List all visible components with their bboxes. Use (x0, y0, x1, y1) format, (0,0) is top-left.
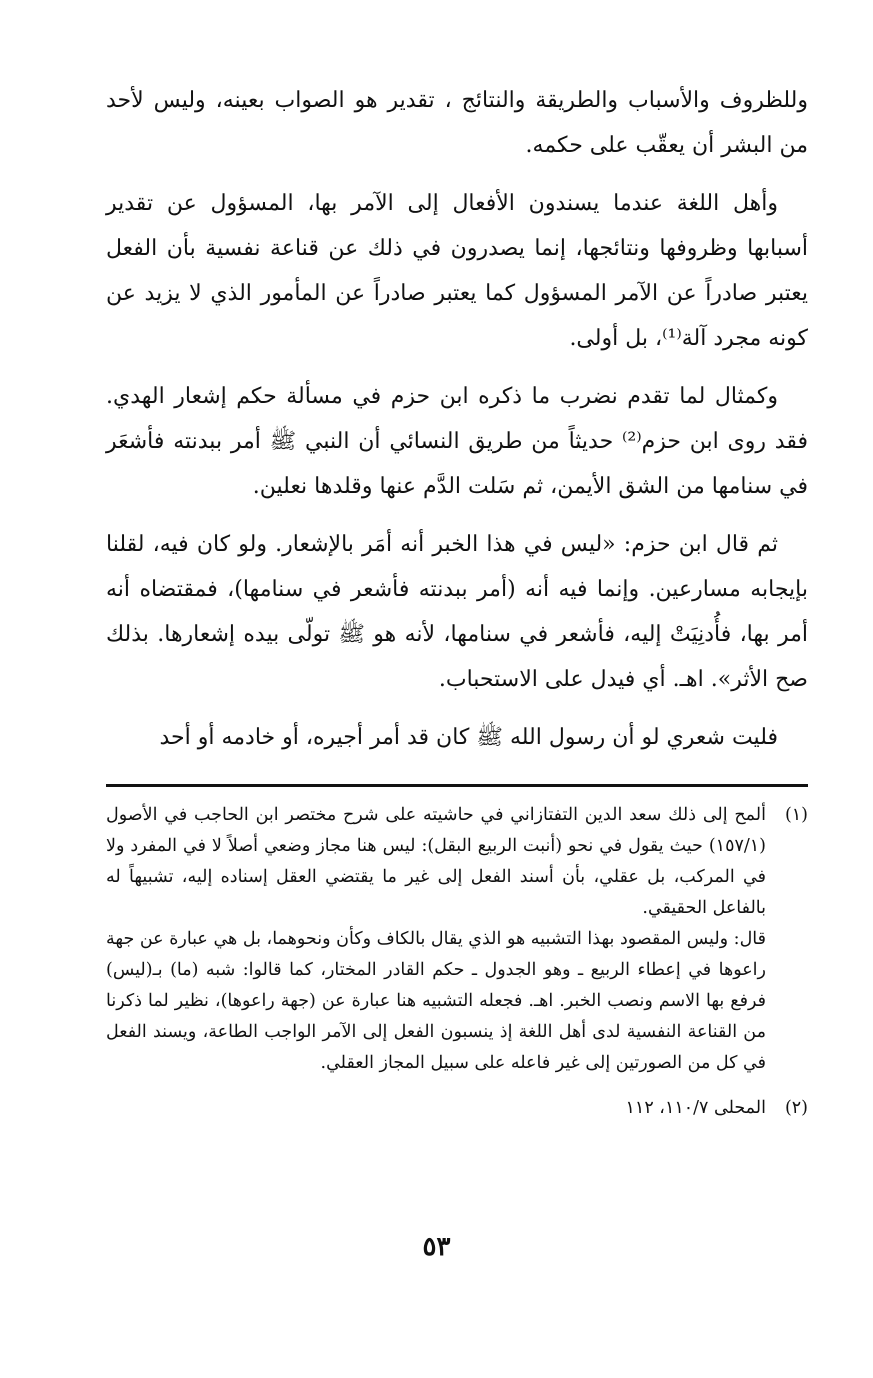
footnote-paragraph: المحلى ١١٠/٧، ١١٢ (625, 1098, 766, 1118)
footnote-separator (106, 784, 808, 787)
main-paragraph: وكمثال لما تقدم نضرب ما ذكره ابن حزم في مسألة حكم إشعار الهدي. فقد روى ابن حزم⁽²⁾ حديثاً من طريق النسائي أن النبي ﷺ أمر ببدنته فأشعَر في سنامها من الشق الأيمن، ثم سَلت الدَّم عنها وقلدها نعلين. (106, 384, 808, 499)
main-paragraph: وأهل اللغة عندما يسندون الأفعال إلى الآمر بها، المسؤول عن تقدير أسبابها وظروفها ونتائجها، إنما يصدرون في ذلك عن قناعة نفسية بأن الفعل يعتبر صادراً عن الآمر المسؤول كما يعتبر صادراً عن المأمور الذي لا يزيد عن كونه مجرد آلة⁽¹⁾، بل أولى. (106, 191, 808, 351)
footnote-number: (٢) (784, 1098, 808, 1118)
main-paragraph: ثم قال ابن حزم: «ليس في هذا الخبر أنه أمَر بالإشعار. ولو كان فيه، لقلنا بإيجابه مسارعين. وإنما فيه أنه (أمر ببدنته فأشعر في سنامها)، فمقتضاه أنه أمر بها، فأُدنِيَتْ إليه، فأشعر في سنامها، لأنه هو ﷺ تولّى بيده إشعارها. بذلك صح الأثر». اهـ. أي فيدل على الاستحباب. (106, 532, 809, 692)
main-text (106, 78, 808, 773)
footnote-paragraph: ألمح إلى ذلك سعد الدين التفتازاني في حاشيته على شرح مختصر ابن الحاجب في الأصول (١٥٧/١) حيث يقول في نحو (أنبت الربيع البقل): ليس هنا مجاز وضعي أصلاً لا في المفرد ولا في المركب، بل عقلي، بأن أسند الفعل إلى غير ما يقتضي العقل إسناده إليه، تشبيهاً له بالفاعل الحقيقي. (106, 805, 766, 918)
footnotes (106, 800, 808, 1130)
footnote-2 (106, 1093, 808, 1124)
footnote-1 (106, 800, 808, 1079)
footnote-paragraph: قال: وليس المقصود بهذا التشبيه هو الذي يقال بالكاف وكأن ونحوهما، بل هي عبارة عن جهة راعوها في إعطاء الربيع ـ وهو الجدول ـ حكم القادر المختار، كما قالوا: شبه (ما) بـ(ليس) فرفع بها الاسم ونصب الخبر. اهـ. فجعله التشبيه هنا عبارة عن (جهة راعوها)، نظير لما ذكرنا من القناعة النفسية لدى أهل اللغة إذ ينسبون الفعل إلى الآمر الواجب الطاعة، ويسند الفعل في كل من الصورتين إلى غير فاعله على سبيل المجاز العقلي. (106, 929, 766, 1073)
page-number: ٥٣ (422, 1232, 451, 1262)
footnote-number: (١) (784, 805, 808, 825)
main-paragraph: فليت شعري لو أن رسول الله ﷺ كان قد أمر أجيره، أو خادمه أو أحد (159, 725, 778, 750)
main-paragraph: وللظروف والأسباب والطريقة والنتائج ، تقدير هو الصواب بعينه، وليس لأحد من البشر أن يعقّب على حكمه. (106, 88, 808, 158)
